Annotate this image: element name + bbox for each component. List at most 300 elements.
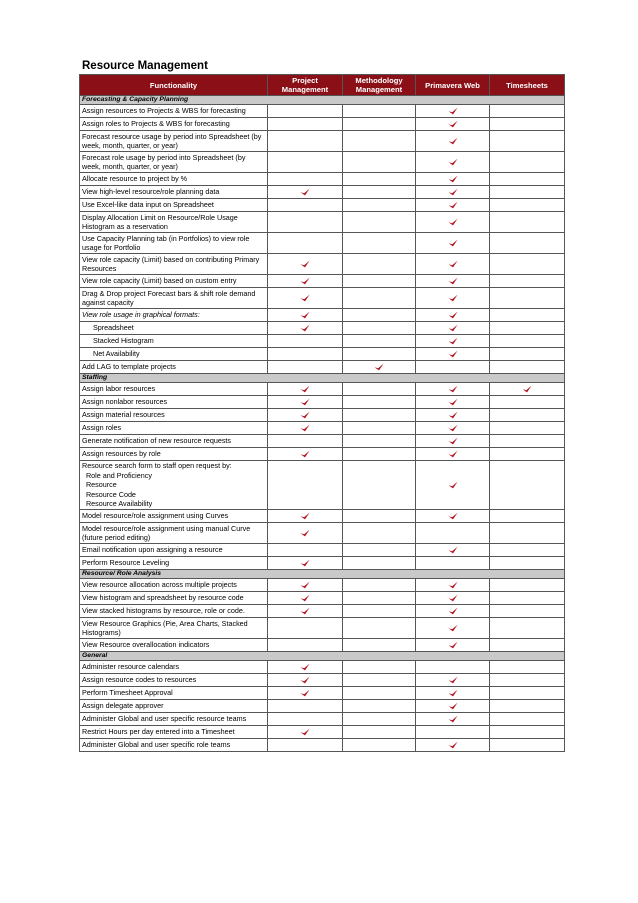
mark-cell [416, 557, 490, 570]
mark-cell [490, 700, 565, 713]
section-label: General [80, 652, 565, 661]
table-header-row [80, 75, 565, 96]
mark-cell [268, 173, 343, 186]
red-check-mark-icon [448, 350, 458, 358]
table-row [80, 105, 565, 118]
mark-cell [416, 131, 490, 152]
mark-cell [490, 687, 565, 700]
mark-cell [343, 687, 416, 700]
functionality-cell: Generate notification of new resource requests [80, 435, 268, 448]
red-check-mark-icon [300, 294, 310, 302]
mark-cell [268, 726, 343, 739]
red-check-mark-icon [448, 594, 458, 602]
mark-cell [343, 435, 416, 448]
column-header-project-management: Project Management [268, 75, 343, 96]
mark-cell [268, 348, 343, 361]
mark-cell [343, 557, 416, 570]
mark-cell [268, 309, 343, 322]
table-row [80, 152, 565, 173]
mark-cell [490, 510, 565, 523]
functionality-cell: Resource search form to staff open request by: Role and Proficiency Resource Resource Code Resource Availability [80, 461, 268, 510]
table-row [80, 618, 565, 639]
table-row [80, 383, 565, 396]
functionality-cell: View histogram and spreadsheet by resource code [80, 592, 268, 605]
table-row [80, 687, 565, 700]
mark-cell [490, 335, 565, 348]
page-title: Resource Management [82, 60, 208, 72]
table-row [80, 199, 565, 212]
red-check-mark-icon [300, 559, 310, 567]
mark-cell [490, 396, 565, 409]
functionality-cell: Assign roles [80, 422, 268, 435]
table-body [80, 96, 565, 752]
mark-cell [490, 448, 565, 461]
mark-cell [343, 661, 416, 674]
functionality-cell: Administer resource calendars [80, 661, 268, 674]
red-check-mark-icon [448, 689, 458, 697]
mark-cell [416, 579, 490, 592]
functionality-cell: View role capacity (Limit) based on custom entry [80, 275, 268, 288]
mark-cell [490, 661, 565, 674]
mark-cell [343, 275, 416, 288]
mark-cell [343, 579, 416, 592]
mark-cell [343, 186, 416, 199]
mark-cell [268, 396, 343, 409]
red-check-mark-icon [300, 277, 310, 285]
mark-cell [268, 335, 343, 348]
red-check-mark-icon [300, 512, 310, 520]
red-check-mark-icon [448, 676, 458, 684]
mark-cell [490, 309, 565, 322]
functionality-cell: Assign resources to Projects & WBS for forecasting [80, 105, 268, 118]
mark-cell [416, 335, 490, 348]
mark-cell [268, 592, 343, 605]
table-row [80, 409, 565, 422]
mark-cell [416, 383, 490, 396]
red-check-mark-icon [448, 581, 458, 589]
table-row [80, 739, 565, 752]
red-check-mark-icon [448, 337, 458, 345]
table-row [80, 131, 565, 152]
mark-cell [490, 186, 565, 199]
section-label: Forecasting & Capacity Planning [80, 96, 565, 105]
red-check-mark-icon [300, 424, 310, 432]
table-row [80, 288, 565, 309]
functionality-cell: Assign resources by role [80, 448, 268, 461]
table-row [80, 322, 565, 335]
mark-cell [416, 544, 490, 557]
mark-cell [343, 335, 416, 348]
table-row [80, 335, 565, 348]
mark-cell [416, 422, 490, 435]
functionality-cell: Drag & Drop project Forecast bars & shift role demand against capacity [80, 288, 268, 309]
mark-cell [490, 592, 565, 605]
mark-cell [343, 409, 416, 422]
red-check-mark-icon [300, 676, 310, 684]
mark-cell [268, 199, 343, 212]
functionality-cell: Net Availability [80, 348, 268, 361]
red-check-mark-icon [448, 277, 458, 285]
red-check-mark-icon [448, 411, 458, 419]
mark-cell [490, 557, 565, 570]
table-row [80, 275, 565, 288]
functionality-cell: Use Capacity Planning tab (in Portfolios) to view role usage for Portfolio [80, 233, 268, 254]
functionality-cell: View Resource overallocation indicators [80, 639, 268, 652]
mark-cell [490, 605, 565, 618]
mark-cell [490, 348, 565, 361]
mark-cell [268, 118, 343, 131]
functionality-cell: Forecast resource usage by period into Spreadsheet (by week, month, quarter, or year) [80, 131, 268, 152]
mark-cell [343, 348, 416, 361]
mark-cell [416, 700, 490, 713]
mark-cell [416, 605, 490, 618]
section-header-row [80, 374, 565, 383]
mark-cell [490, 254, 565, 275]
mark-cell [490, 739, 565, 752]
mark-cell [416, 618, 490, 639]
mark-cell [343, 713, 416, 726]
mark-cell [268, 105, 343, 118]
mark-cell [343, 461, 416, 510]
functionality-cell: Add LAG to template projects [80, 361, 268, 374]
mark-cell [343, 422, 416, 435]
table-row [80, 605, 565, 618]
mark-cell [416, 409, 490, 422]
mark-cell [416, 105, 490, 118]
mark-cell [490, 461, 565, 510]
mark-cell [343, 233, 416, 254]
table-row [80, 396, 565, 409]
red-check-mark-icon [448, 607, 458, 615]
red-check-mark-icon [448, 158, 458, 166]
column-header-timesheets: Timesheets [490, 75, 565, 96]
mark-cell [343, 618, 416, 639]
table-row [80, 661, 565, 674]
red-check-mark-icon [300, 311, 310, 319]
mark-cell [490, 152, 565, 173]
mark-cell [416, 348, 490, 361]
functionality-cell: View Resource Graphics (Pie, Area Charts, Stacked Histograms) [80, 618, 268, 639]
red-check-mark-icon [300, 728, 310, 736]
functionality-cell: Restrict Hours per day entered into a Timesheet [80, 726, 268, 739]
mark-cell [343, 544, 416, 557]
mark-cell [343, 700, 416, 713]
red-check-mark-icon [448, 294, 458, 302]
mark-cell [416, 435, 490, 448]
functionality-cell: View role capacity (Limit) based on contributing Primary Resources [80, 254, 268, 275]
mark-cell [490, 409, 565, 422]
mark-cell [490, 579, 565, 592]
red-check-mark-icon [448, 398, 458, 406]
red-check-mark-icon [300, 689, 310, 697]
mark-cell [416, 233, 490, 254]
red-check-mark-icon [300, 529, 310, 537]
red-check-mark-icon [448, 324, 458, 332]
mark-cell [490, 233, 565, 254]
mark-cell [268, 700, 343, 713]
red-check-mark-icon [300, 411, 310, 419]
red-check-mark-icon [448, 481, 458, 489]
mark-cell [343, 523, 416, 544]
functionality-cell: Model resource/role assignment using Curves [80, 510, 268, 523]
mark-cell [268, 422, 343, 435]
red-check-mark-icon [300, 607, 310, 615]
table-row [80, 592, 565, 605]
mark-cell [268, 739, 343, 752]
mark-cell [268, 523, 343, 544]
mark-cell [490, 199, 565, 212]
mark-cell [343, 674, 416, 687]
red-check-mark-icon [300, 594, 310, 602]
table-row [80, 726, 565, 739]
column-header-primavera-web: Primavera Web [416, 75, 490, 96]
mark-cell [343, 288, 416, 309]
table-row [80, 361, 565, 374]
mark-cell [490, 212, 565, 233]
red-check-mark-icon [300, 450, 310, 458]
mark-cell [490, 713, 565, 726]
red-check-mark-icon [522, 385, 532, 393]
resource-management-table [79, 74, 565, 752]
mark-cell [268, 361, 343, 374]
table-row [80, 422, 565, 435]
mark-cell [416, 461, 490, 510]
functionality-cell: Assign nonlabor resources [80, 396, 268, 409]
mark-cell [490, 422, 565, 435]
mark-cell [490, 118, 565, 131]
table-row [80, 212, 565, 233]
red-check-mark-icon [448, 424, 458, 432]
functionality-cell: View stacked histograms by resource, role or code. [80, 605, 268, 618]
mark-cell [343, 152, 416, 173]
table-row [80, 118, 565, 131]
red-check-mark-icon [448, 218, 458, 226]
mark-cell [343, 309, 416, 322]
red-check-mark-icon [300, 324, 310, 332]
table-row [80, 186, 565, 199]
mark-cell [416, 199, 490, 212]
mark-cell [416, 288, 490, 309]
mark-cell [343, 322, 416, 335]
table-row [80, 579, 565, 592]
red-check-mark-icon [374, 363, 384, 371]
mark-cell [343, 605, 416, 618]
mark-cell [268, 639, 343, 652]
mark-cell [416, 739, 490, 752]
red-check-mark-icon [448, 437, 458, 445]
functionality-cell: Assign roles to Projects & WBS for forecasting [80, 118, 268, 131]
red-check-mark-icon [448, 201, 458, 209]
mark-cell [268, 605, 343, 618]
table-row [80, 233, 565, 254]
table-row [80, 557, 565, 570]
mark-cell [490, 435, 565, 448]
table-row [80, 713, 565, 726]
mark-cell [416, 448, 490, 461]
mark-cell [490, 523, 565, 544]
functionality-cell: Spreadsheet [80, 322, 268, 335]
functionality-cell: Administer Global and user specific role teams [80, 739, 268, 752]
mark-cell [268, 152, 343, 173]
mark-cell [416, 309, 490, 322]
functionality-cell: Model resource/role assignment using manual Curve (future period editing) [80, 523, 268, 544]
red-check-mark-icon [448, 702, 458, 710]
red-check-mark-icon [300, 581, 310, 589]
mark-cell [416, 186, 490, 199]
functionality-cell: View resource allocation across multiple projects [80, 579, 268, 592]
functionality-cell: Perform Timesheet Approval [80, 687, 268, 700]
column-header-methodology-management: Methodology Management [343, 75, 416, 96]
functionality-cell: Assign resource codes to resources [80, 674, 268, 687]
table-row [80, 173, 565, 186]
red-check-mark-icon [448, 137, 458, 145]
table-row [80, 510, 565, 523]
mark-cell [268, 288, 343, 309]
red-check-mark-icon [300, 663, 310, 671]
red-check-mark-icon [448, 546, 458, 554]
red-check-mark-icon [448, 741, 458, 749]
mark-cell [490, 544, 565, 557]
mark-cell [343, 173, 416, 186]
functionality-cell: Stacked Histogram [80, 335, 268, 348]
mark-cell [343, 726, 416, 739]
mark-cell [268, 212, 343, 233]
red-check-mark-icon [448, 641, 458, 649]
red-check-mark-icon [448, 107, 458, 115]
mark-cell [343, 739, 416, 752]
mark-cell [416, 254, 490, 275]
mark-cell [416, 713, 490, 726]
mark-cell [343, 592, 416, 605]
mark-cell [268, 579, 343, 592]
section-header-row [80, 96, 565, 105]
mark-cell [268, 435, 343, 448]
mark-cell [268, 233, 343, 254]
mark-cell [343, 199, 416, 212]
mark-cell [416, 510, 490, 523]
red-check-mark-icon [448, 120, 458, 128]
mark-cell [343, 383, 416, 396]
mark-cell [490, 618, 565, 639]
mark-cell [268, 131, 343, 152]
table-row [80, 674, 565, 687]
table-row [80, 448, 565, 461]
mark-cell [343, 396, 416, 409]
functionality-cell: Assign material resources [80, 409, 268, 422]
functionality-cell: Assign labor resources [80, 383, 268, 396]
mark-cell [416, 275, 490, 288]
mark-cell [343, 361, 416, 374]
mark-cell [268, 674, 343, 687]
mark-cell [268, 409, 343, 422]
mark-cell [490, 288, 565, 309]
functionality-cell: View role usage in graphical formats: [80, 309, 268, 322]
red-check-mark-icon [448, 239, 458, 247]
mark-cell [343, 254, 416, 275]
mark-cell [268, 713, 343, 726]
mark-cell [268, 461, 343, 510]
mark-cell [268, 254, 343, 275]
mark-cell [416, 639, 490, 652]
table-row [80, 700, 565, 713]
red-check-mark-icon [300, 188, 310, 196]
red-check-mark-icon [300, 398, 310, 406]
red-check-mark-icon [300, 385, 310, 393]
table-row [80, 254, 565, 275]
mark-cell [490, 322, 565, 335]
functionality-cell: Display Allocation Limit on Resource/Role Usage Histogram as a reservation [80, 212, 268, 233]
functionality-cell: Assign delegate approver [80, 700, 268, 713]
red-check-mark-icon [448, 512, 458, 520]
mark-cell [490, 173, 565, 186]
mark-cell [416, 674, 490, 687]
mark-cell [416, 726, 490, 739]
mark-cell [416, 212, 490, 233]
red-check-mark-icon [448, 385, 458, 393]
mark-cell [490, 275, 565, 288]
mark-cell [416, 118, 490, 131]
table-row [80, 348, 565, 361]
mark-cell [490, 726, 565, 739]
mark-cell [416, 592, 490, 605]
section-header-row [80, 570, 565, 579]
functionality-cell: View high-level resource/role planning data [80, 186, 268, 199]
red-check-mark-icon [448, 624, 458, 632]
functionality-cell: Use Excel-like data input on Spreadsheet [80, 199, 268, 212]
mark-cell [268, 661, 343, 674]
mark-cell [416, 396, 490, 409]
mark-cell [343, 105, 416, 118]
table-row [80, 544, 565, 557]
mark-cell [268, 275, 343, 288]
mark-cell [268, 544, 343, 557]
functionality-cell: Forecast role usage by period into Spreadsheet (by week, month, quarter, or year) [80, 152, 268, 173]
mark-cell [416, 687, 490, 700]
mark-cell [268, 510, 343, 523]
mark-cell [268, 186, 343, 199]
mark-cell [490, 674, 565, 687]
red-check-mark-icon [448, 715, 458, 723]
functionality-cell: Administer Global and user specific resource teams [80, 713, 268, 726]
mark-cell [416, 361, 490, 374]
red-check-mark-icon [448, 311, 458, 319]
section-label: Resource/ Role Analysis [80, 570, 565, 579]
section-header-row [80, 652, 565, 661]
red-check-mark-icon [448, 260, 458, 268]
functionality-cell: Email notification upon assigning a resource [80, 544, 268, 557]
mark-cell [268, 383, 343, 396]
mark-cell [343, 131, 416, 152]
table-row [80, 639, 565, 652]
mark-cell [343, 118, 416, 131]
mark-cell [343, 639, 416, 652]
mark-cell [490, 361, 565, 374]
section-label: Staffing [80, 374, 565, 383]
mark-cell [268, 448, 343, 461]
mark-cell [490, 639, 565, 652]
red-check-mark-icon [448, 188, 458, 196]
mark-cell [268, 687, 343, 700]
red-check-mark-icon [448, 175, 458, 183]
table-row [80, 523, 565, 544]
column-header-functionality: Functionality [80, 75, 268, 96]
mark-cell [416, 173, 490, 186]
mark-cell [416, 661, 490, 674]
mark-cell [343, 448, 416, 461]
mark-cell [343, 212, 416, 233]
mark-cell [268, 322, 343, 335]
mark-cell [416, 152, 490, 173]
